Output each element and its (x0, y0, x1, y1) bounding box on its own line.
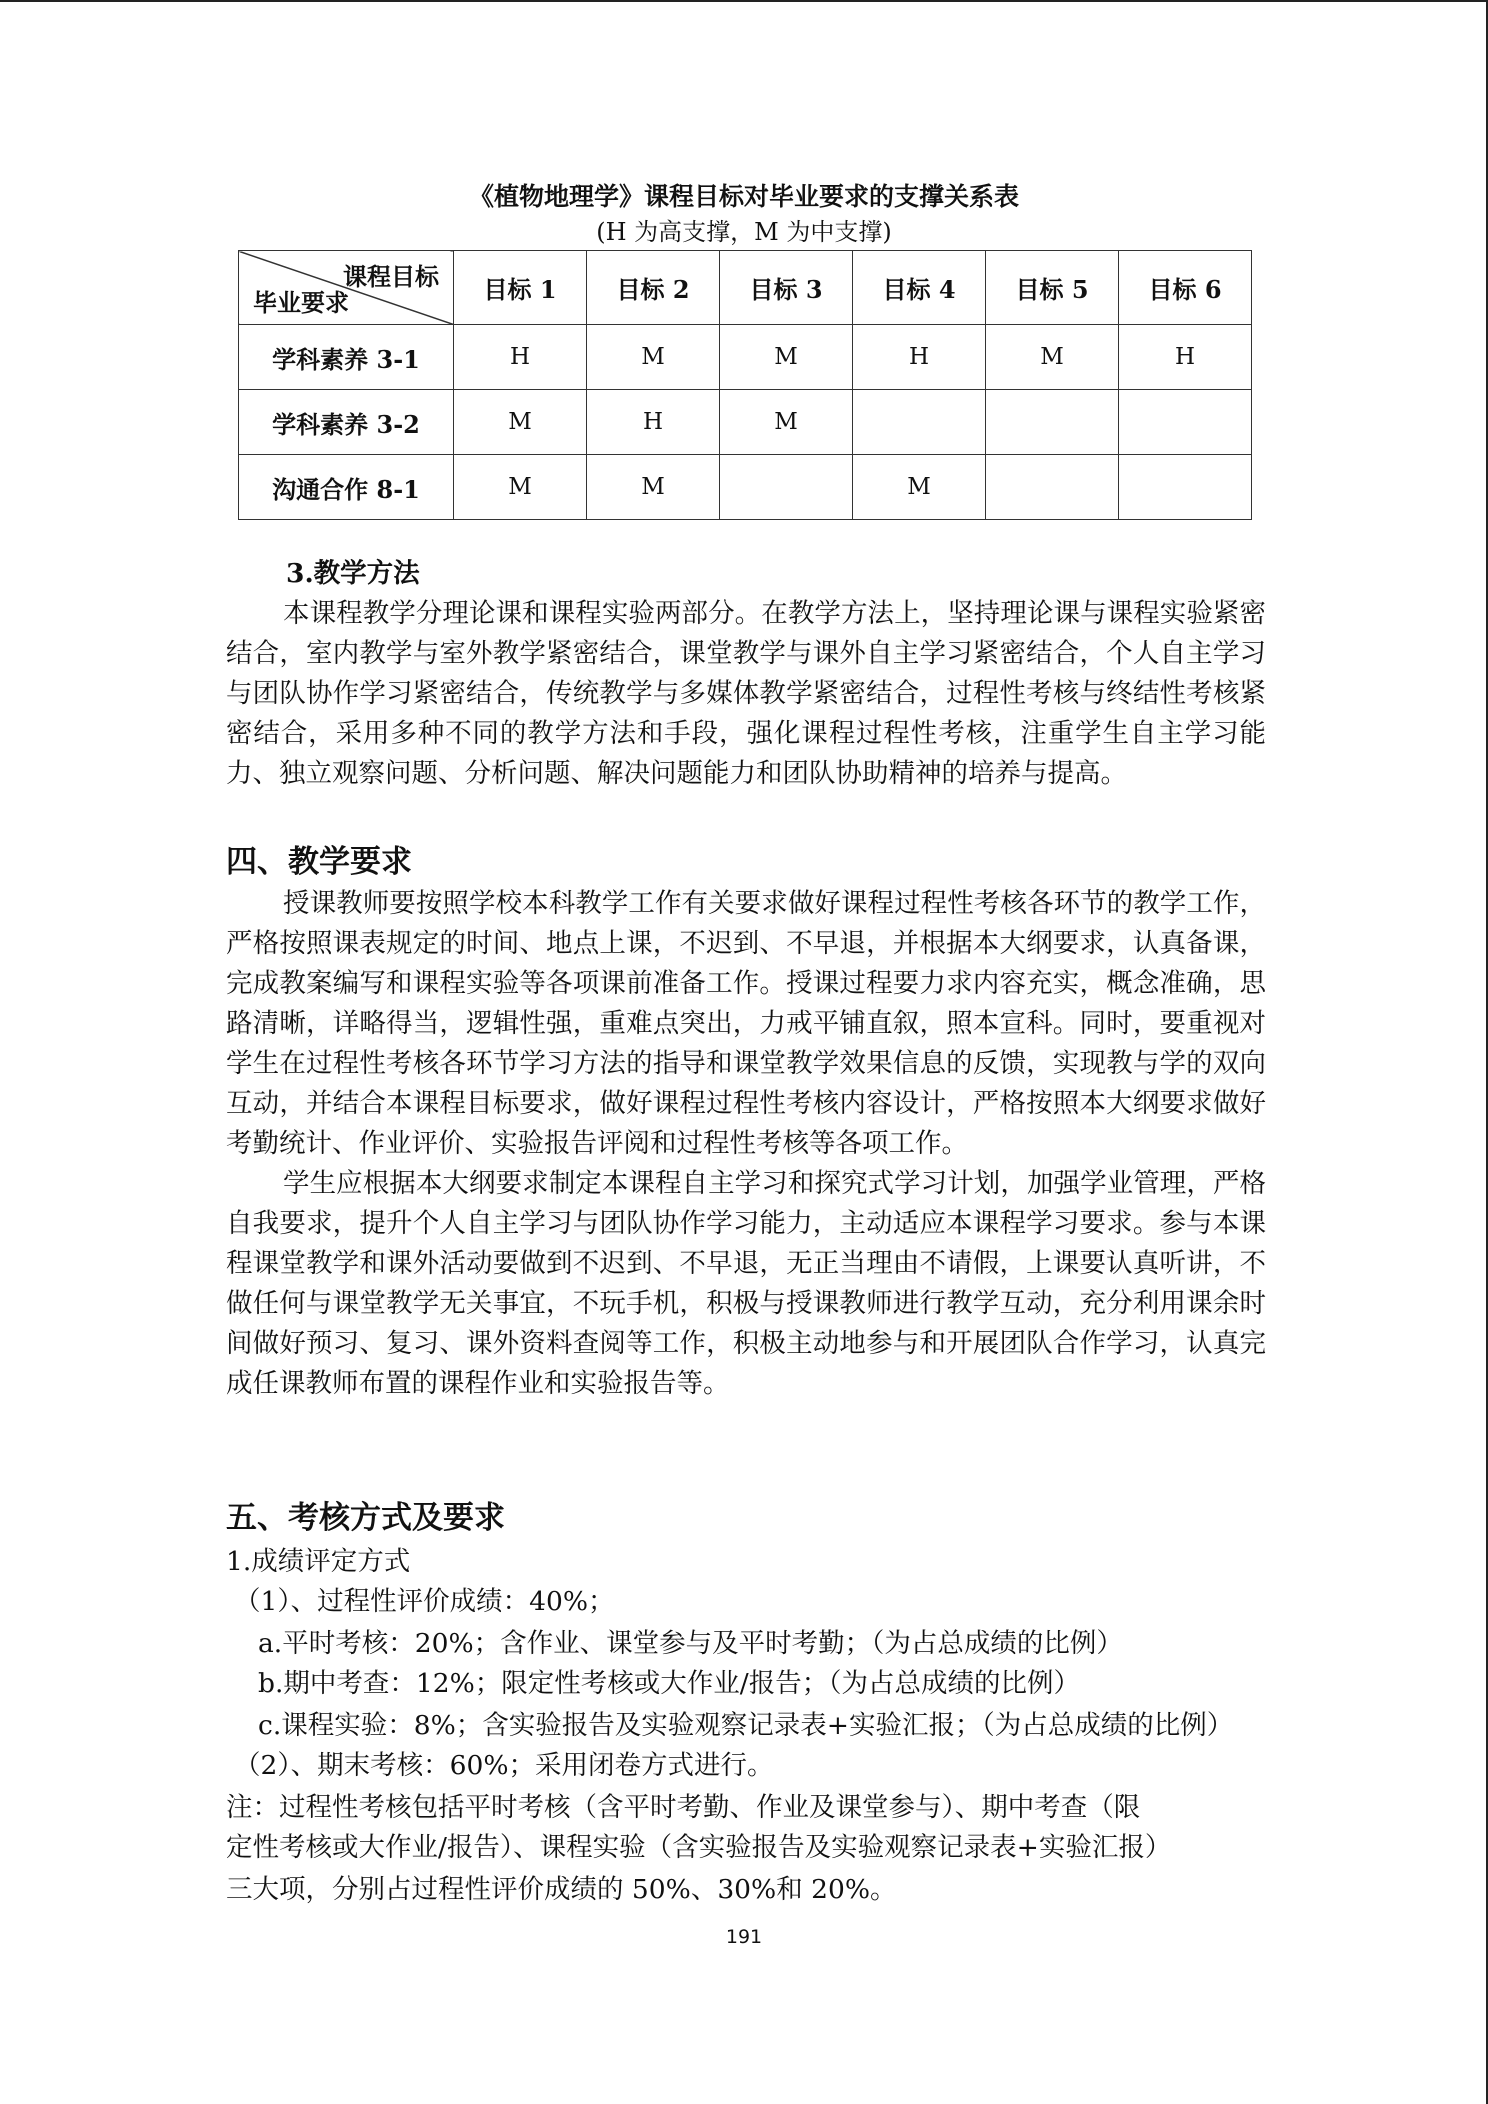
column-header: 目标 6 (1119, 251, 1252, 325)
row-header: 学科素养 3-2 (239, 390, 454, 455)
midterm-check-line: b.期中考查：12%；限定性考核或大作业/报告；（为占总成绩的比例） (258, 1668, 1080, 1699)
regular-assessment-line: a.平时考核：20%；含作业、课堂参与及平时考勤；（为占总成绩的比例） (258, 1628, 1123, 1659)
final-exam-line: （2）、期末考核：60%；采用闭卷方式进行。 (234, 1750, 774, 1781)
row-header: 学科素养 3-1 (239, 325, 454, 390)
teaching-method-heading: 3.教学方法 (286, 558, 420, 589)
corner-label-graduation-requirements: 毕业要求 (253, 288, 349, 317)
table-header-row (239, 251, 1252, 325)
table-cell: H (454, 325, 587, 390)
row-header: 沟通合作 8-1 (239, 455, 454, 520)
table-cell: M (986, 325, 1119, 390)
table-cell: M (587, 455, 720, 520)
column-header: 目标 4 (853, 251, 986, 325)
student-requirements-paragraph: 学生应根据本大纲要求制定本课程自主学习和探究式学习计划，加强学业管理，严格自我要求，提升个人自主学习与团队协作学习能力，主动适应本课程学习要求。参与本课程课堂教学和课外活动要做到不迟到、不早退，无正当理由不请假，上课要认真听讲，不做任何与课堂教学无关事宜，不玩手机，积极与授课教师进行教学互动，充分利用课余时间做好预习、复习、课外资料查阅等工作，积极主动地参与和开展团队合作学习，认真完成任课教师布置的课程作业和实验报告等。 (226, 1168, 1266, 1399)
table-cell: M (587, 325, 720, 390)
table-row (239, 455, 1252, 520)
note-line: 定性考核或大作业/报告）、课程实验（含实验报告及实验观察记录表+实验汇报） (226, 1832, 1172, 1863)
table-cell (853, 390, 986, 455)
section-heading-assessment: 五、考核方式及要求 (226, 1500, 505, 1536)
table-cell: M (454, 455, 587, 520)
teaching-method-body (226, 594, 1266, 794)
table-subtitle: (H 为高支撑，M 为中支撑) (596, 218, 892, 246)
table-corner-cell (239, 251, 454, 325)
table-cell (1119, 390, 1252, 455)
teacher-requirements-paragraph: 授课教师要按照学校本科教学工作有关要求做好课程过程性考核各环节的教学工作，严格按照课表规定的时间、地点上课，不迟到、不早退，并根据本大纲要求，认真备课，完成教案编写和课程实验等各项课前准备工作。授课过程要力求内容充实，概念准确，思路清晰，详略得当，逻辑性强，重难点突出，力戒平铺直叙，照本宣科。同时，要重视对学生在过程性考核各环节学习方法的指导和课堂教学效果信息的反馈，实现教与学的双向互动，并结合本课程目标要求，做好课程过程性考核内容设计，严格按照本大纲要求做好考勤统计、作业评价、实验报告评阅和过程性考核等各项工作。 (226, 888, 1266, 1159)
table-title: 《植物地理学》课程目标对毕业要求的支撑关系表 (468, 182, 1019, 211)
section-heading-teaching-requirements: 四、教学要求 (226, 844, 412, 880)
column-header: 目标 5 (986, 251, 1119, 325)
note-line: 注：过程性考核包括平时考核（含平时考勤、作业及课堂参与）、期中考查（限 (226, 1792, 1141, 1823)
table-cell: M (853, 455, 986, 520)
table-cell (986, 390, 1119, 455)
table-cell: H (1119, 325, 1252, 390)
corner-label-course-goals: 课程目标 (343, 262, 439, 291)
column-header: 目标 3 (720, 251, 853, 325)
table-cell: M (454, 390, 587, 455)
course-experiment-line: c.课程实验：8%；含实验报告及实验观察记录表+实验汇报；（为占总成绩的比例） (258, 1710, 1234, 1741)
column-header: 目标 1 (454, 251, 587, 325)
note-line: 三大项，分别占过程性评价成绩的 50%、30%和 20%。 (226, 1874, 897, 1905)
table-row (239, 325, 1252, 390)
table-cell: H (587, 390, 720, 455)
teaching-requirements-body (226, 884, 1266, 1404)
table-cell: M (720, 325, 853, 390)
table-cell (986, 455, 1119, 520)
table-cell: H (853, 325, 986, 390)
teaching-method-paragraph: 本课程教学分理论课和课程实验两部分。在教学方法上，坚持理论课与课程实验紧密结合，室内教学与室外教学紧密结合，课堂教学与课外自主学习紧密结合，个人自主学习与团队协作学习紧密结合，传统教学与多媒体教学紧密结合，过程性考核与终结性考核紧密结合，采用多种不同的教学方法和手段，强化课程过程性考核，注重学生自主学习能力、独立观察问题、分析问题、解决问题能力和团队协助精神的培养与提高。 (226, 598, 1266, 789)
grading-method-label: 1.成绩评定方式 (226, 1546, 411, 1577)
table-row (239, 390, 1252, 455)
table-cell: M (720, 390, 853, 455)
table-cell (720, 455, 853, 520)
support-relation-table (238, 250, 1252, 520)
page-number: 191 (725, 1926, 763, 1948)
column-header: 目标 2 (587, 251, 720, 325)
table-cell (1119, 455, 1252, 520)
process-evaluation-line: （1）、过程性评价成绩：40%； (234, 1586, 615, 1617)
